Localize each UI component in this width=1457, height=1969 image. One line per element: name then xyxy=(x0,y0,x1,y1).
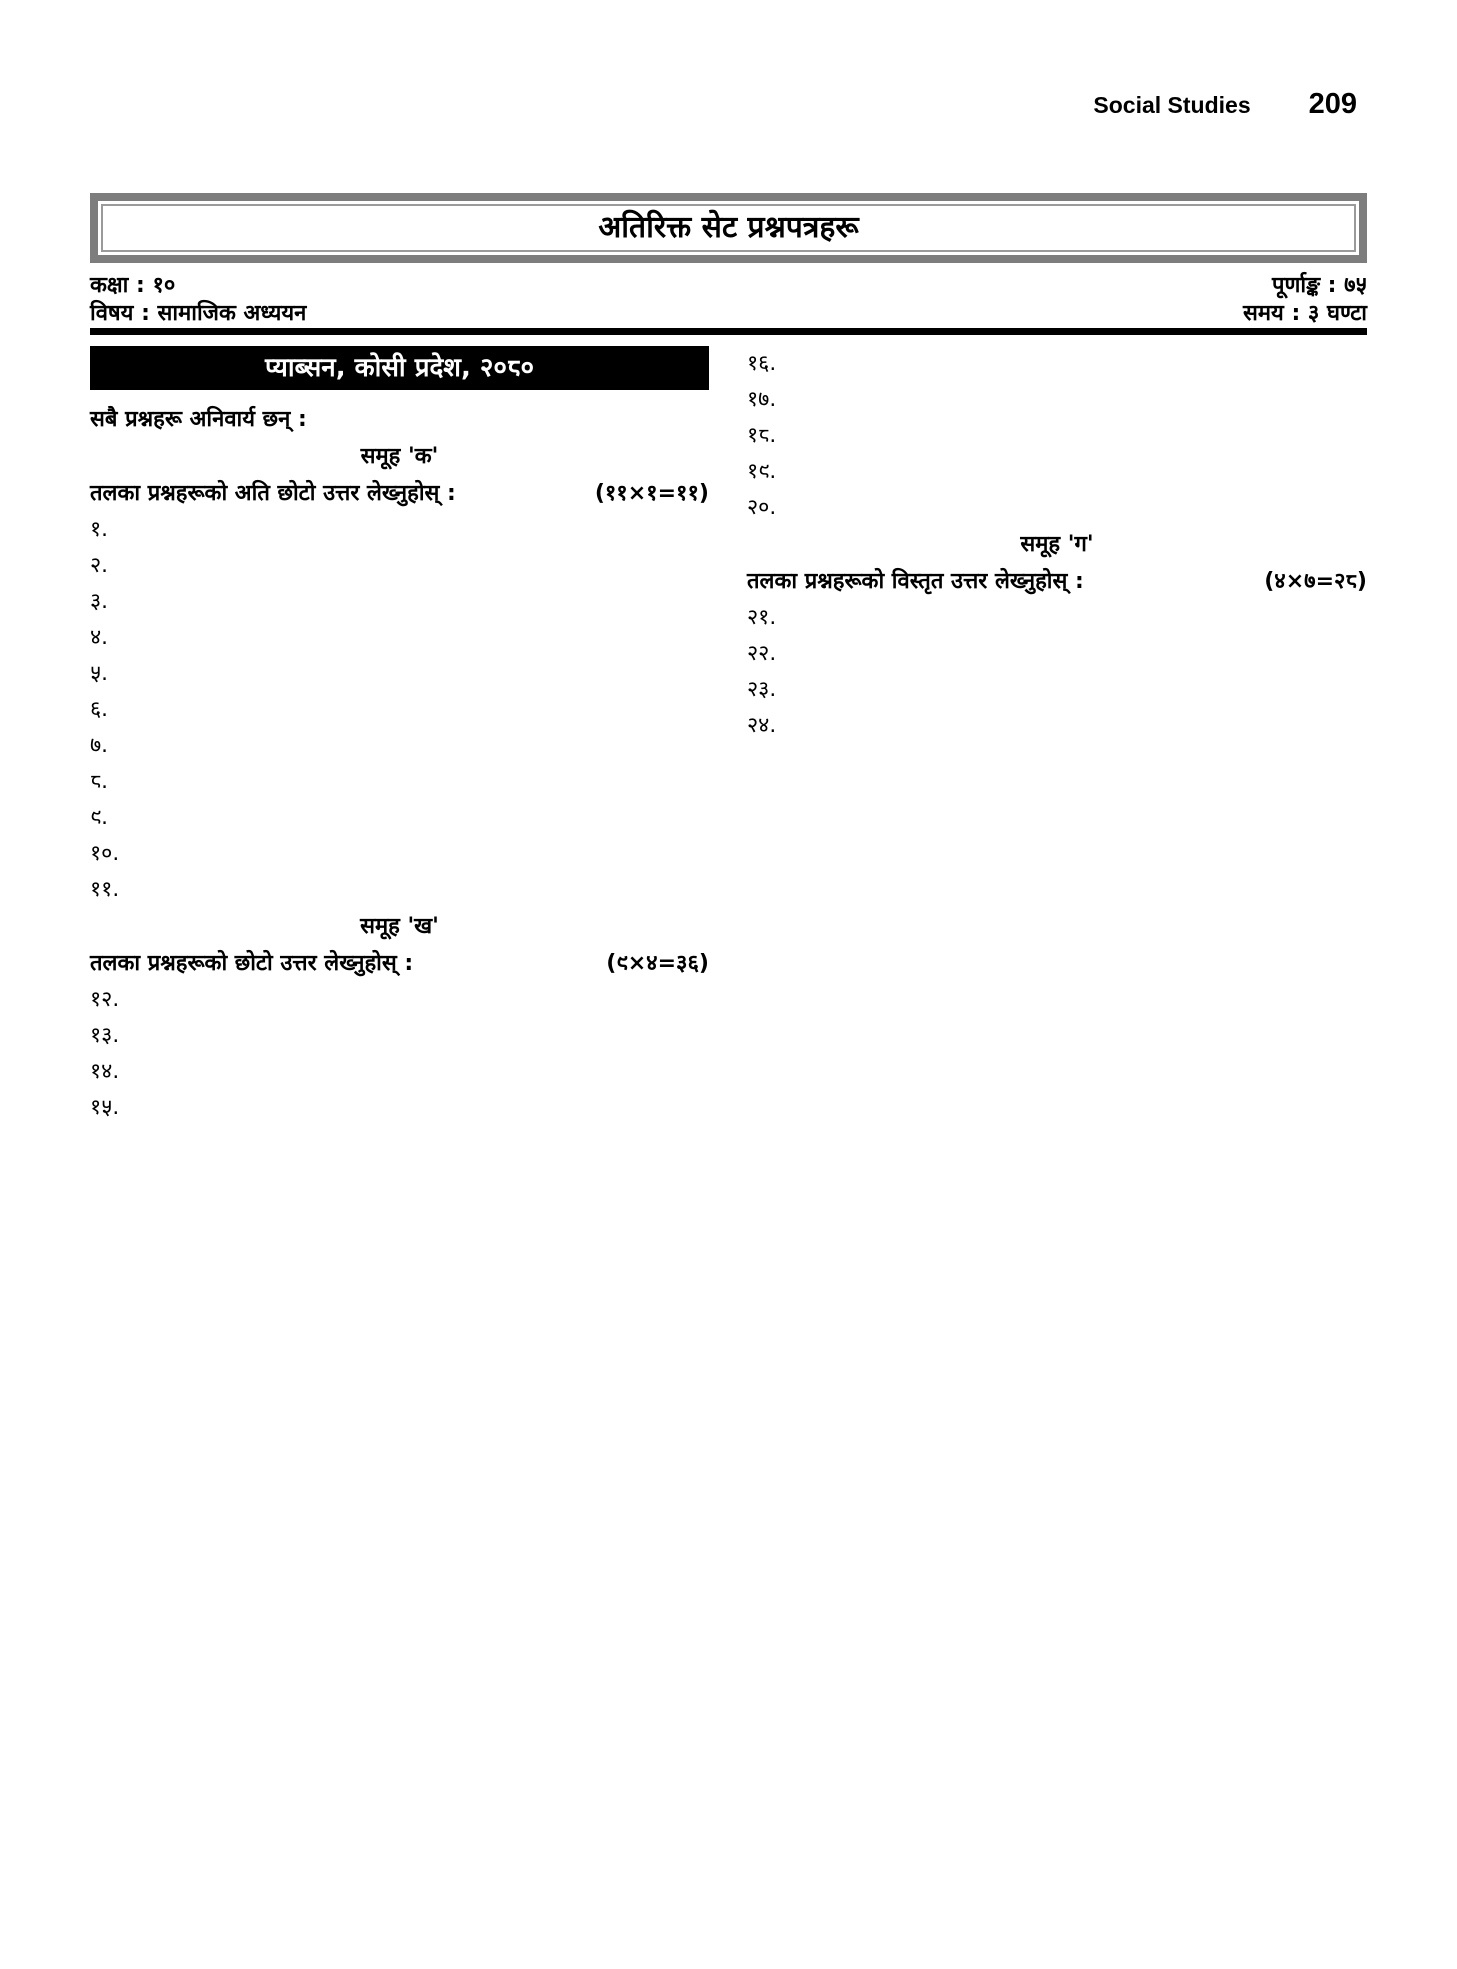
class-label: कक्षा : १० xyxy=(90,273,176,298)
question-item xyxy=(90,656,709,692)
group-c-heading-row xyxy=(747,563,1367,600)
group-b-continued-questions xyxy=(747,346,1367,526)
question-number: १३. xyxy=(90,1023,120,1048)
question-number: २. xyxy=(90,553,109,578)
question-number: ९. xyxy=(90,805,109,830)
group-a-heading-row xyxy=(90,475,709,512)
question-item xyxy=(747,672,1367,708)
group-b-questions xyxy=(90,982,709,1126)
time-label: समय : ३ घण्टा xyxy=(1243,301,1367,326)
question-number: १५. xyxy=(90,1095,120,1120)
question-item xyxy=(747,490,1367,526)
question-item xyxy=(90,836,709,872)
group-a-questions xyxy=(90,512,709,908)
question-item xyxy=(90,1018,709,1054)
question-number: १८. xyxy=(747,423,777,448)
subject-label: विषय : सामाजिक अध्ययन xyxy=(90,301,307,326)
question-number: २४. xyxy=(747,713,777,738)
question-number: ४. xyxy=(90,625,109,650)
group-a-title: समूह 'क' xyxy=(360,444,439,469)
question-item xyxy=(90,1090,709,1126)
group-b-title: समूह 'ख' xyxy=(360,914,439,939)
group-c-marks: (४×७=२८) xyxy=(1264,569,1367,594)
mandatory-instruction: सबै प्रश्नहरू अनिवार्य छन् : xyxy=(90,407,307,432)
full-marks-label: पूर्णाङ्क : ७५ xyxy=(1271,273,1367,298)
question-item xyxy=(90,728,709,764)
question-number: २१. xyxy=(747,605,777,630)
question-item xyxy=(90,548,709,584)
group-a-heading: तलका प्रश्नहरूको अति छोटो उत्तर लेख्नुहोस् : xyxy=(90,481,456,506)
page-title: अतिरिक्त सेट प्रश्नपत्रहरू xyxy=(101,204,1356,252)
left-column xyxy=(90,346,709,1126)
running-header-subject: Social Studies xyxy=(1093,92,1251,118)
question-number: ६. xyxy=(90,697,109,722)
exam-set-banner: प्याब्सन, कोसी प्रदेश, २०८० xyxy=(90,346,709,390)
question-item xyxy=(747,636,1367,672)
question-item xyxy=(747,708,1367,744)
question-item xyxy=(747,418,1367,454)
question-number: ३. xyxy=(90,589,109,614)
page-number: 209 xyxy=(1308,88,1357,120)
question-number: ८. xyxy=(90,769,109,794)
group-b-heading: तलका प्रश्नहरूको छोटो उत्तर लेख्नुहोस् : xyxy=(90,951,414,976)
question-item xyxy=(90,512,709,548)
title-box xyxy=(90,193,1367,263)
question-number: १७. xyxy=(747,387,777,412)
question-number: २०. xyxy=(747,495,777,520)
question-number: ७. xyxy=(90,733,109,758)
group-b-marks: (९×४=३६) xyxy=(606,951,709,976)
question-number: ५. xyxy=(90,661,109,686)
question-number: २२. xyxy=(747,641,777,666)
meta-row-1 xyxy=(90,272,1367,300)
running-header xyxy=(1093,88,1357,121)
question-item xyxy=(90,800,709,836)
question-item xyxy=(90,1054,709,1090)
question-number: १. xyxy=(90,517,109,542)
two-column-body xyxy=(90,346,1367,1126)
question-item xyxy=(90,982,709,1018)
question-item xyxy=(90,692,709,728)
group-c-heading: तलका प्रश्नहरूको विस्तृत उत्तर लेख्नुहोस् : xyxy=(747,569,1084,594)
question-item xyxy=(90,872,709,908)
group-a-marks: (११×१=११) xyxy=(594,481,709,506)
question-number: ११. xyxy=(90,877,120,902)
exam-meta xyxy=(90,272,1367,328)
divider-rule xyxy=(90,328,1367,335)
question-item xyxy=(747,382,1367,418)
question-item xyxy=(90,764,709,800)
question-item xyxy=(90,620,709,656)
question-item xyxy=(747,600,1367,636)
question-number: २३. xyxy=(747,677,777,702)
question-number: १९. xyxy=(747,459,777,484)
question-number: १२. xyxy=(90,987,120,1012)
group-b-heading-row xyxy=(90,945,709,982)
question-number: १०. xyxy=(90,841,120,866)
group-c-title: समूह 'ग' xyxy=(1020,532,1094,557)
meta-row-2 xyxy=(90,300,1367,328)
question-item xyxy=(90,584,709,620)
question-number: १६. xyxy=(747,351,777,376)
question-item xyxy=(747,346,1367,382)
question-number: १४. xyxy=(90,1059,120,1084)
group-c-questions xyxy=(747,600,1367,744)
question-item xyxy=(747,454,1367,490)
right-column xyxy=(747,346,1367,1126)
